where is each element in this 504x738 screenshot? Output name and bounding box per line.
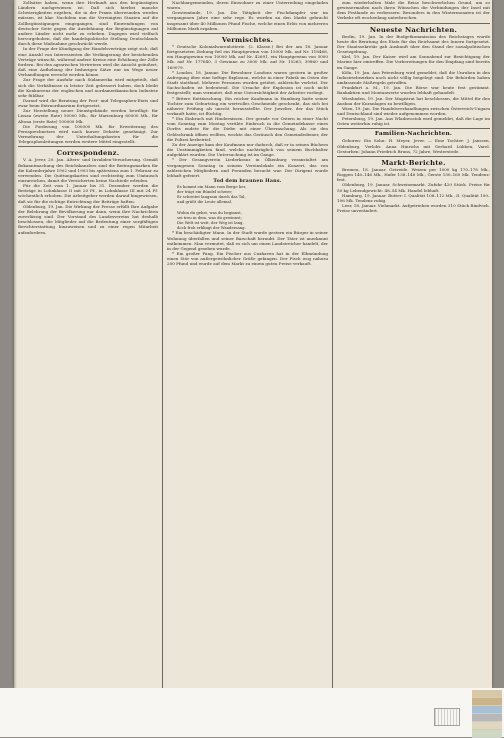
article-paragraph: Die Forderung von 100000 Mk. für Erweiterung des Fernsprechnetzes wird nach kurzer Debatte genehmigt. Zur Vermehrung der Unterhaltungskosten für die Telegraphenleitungen werden weitere Mittel eingestellt. xyxy=(18,123,158,145)
color-swatch xyxy=(472,706,502,714)
news-item: Kiel, 19. Jan. Der Kaiser wird am Sonnabend zur Besichtigung der Marine hier eintreffen. Die Vorbereitungen für den Empfang sind bereits im Gange. xyxy=(337,54,490,70)
section-divider xyxy=(337,128,490,129)
column-2 xyxy=(167,0,328,688)
section-heading-vermischtes: Vermischtes. xyxy=(221,35,274,44)
section-divider xyxy=(337,23,490,24)
article-paragraph: V. A. Jever, 20. Jan. Alters- und Invaliden-Versicherung. Gemäß Bekanntmachung des Reichskanzlers sind die Beitragsmarken für die Kalenderjahre 1902 und 1903 bis spätestens zum 1. Februar zu verwenden. Die Quittungskarten sind rechtzeitig zum Umtausch einzureichen, damit die Versicherten keine Nachteile erleiden. xyxy=(18,157,158,183)
scan-background xyxy=(0,688,504,737)
newspaper-page xyxy=(14,0,492,688)
article-paragraph: * Ein großer Fang. Ein Fischer aus Cuxhaven hat in der Elbmündung einen Stör von außergewöhnlicher Größe gefangen. Der Fisch wog nahezu 200 Pfund und wurde auf dem Markt zu einem guten Preise verkauft. xyxy=(167,251,328,267)
news-item: Wien, 19. Jan. Die Handelsverhandlungen zwischen Österreich-Ungarn und Deutschland sind wieder aufgenommen worden. xyxy=(337,105,490,116)
article-paragraph: zum wiederholten Male die Reise beschwerlichen Grund, um so gewissermaßen nach ihren Wünschen die Verbindungen der Insel mit dem Festlande zu verbessern. Besonders in den Wintermonaten ist der Verkehr oft wochenlang unterbrochen. xyxy=(337,0,490,21)
news-item: Köln, 19. Jan. Aus Petersburg wird gemeldet, daß die Unruhen in den Industriebezirken noch nicht völlig beigelegt sind. Die Behörden haben umfassende Maßregeln getroffen. xyxy=(337,69,490,86)
article-paragraph: * Ein beschädigter Mann. In der Stadt wurde gestern ein Bürger in seiner Wohnung überfallen und seiner Barschaft beraubt. Der Täter ist unerkannt entkommen. Man vermutet, daß es sich um einen Landstreicher handelt, der in der Gegend gesehen wurde. xyxy=(167,230,328,251)
section-divider xyxy=(18,146,158,147)
color-swatch xyxy=(472,698,502,706)
article-paragraph: Zur Frage der Ausfuhr nach Südamerika wird mitgeteilt, daß sich die Verhältnisse in letzter Zeit gebessert haben, doch bleibt die Konkurrenz der englischen und nordamerikanischen Industrie sehr fühlbar. xyxy=(18,77,158,98)
article-paragraph: * Ein Einbruch mit Hindernissen. Der gerade vor Ostern in einer Nacht vom Sonntag zum Montag verübte Einbruch in die Gemeindekasse eines Dorfes endete für die Diebe mit einer Überraschung. Als sie den Geldschrank öffnen wollten, weckte das Geräusch den Gemeindediener, der die Polizei herbeirief. xyxy=(167,116,328,142)
article-paragraph: * Bittere Enttäuschung. Ein reicher Kaufmann in Hamburg hatte seiner Tochter zum Geburtstag ein wertvolles Geschmeide geschenkt, das sich bei näherer Prüfung als unecht herausstellte. Der Juwelier, der das Stück verkauft hatte, ist flüchtig. xyxy=(167,95,328,116)
article-paragraph: * Der Gesangverein Liederkranz in Ölkenburg veranstaltet am vergangenen Sonntag in seinem Vereinslokale ein Konzert, das von zahlreichen Mitgliedern und Freunden besucht war. Der Dirigent wurde lebhaft gefeiert. xyxy=(167,157,328,178)
section-heading-markt-berichte: Markt-Berichte. xyxy=(381,158,446,167)
article-paragraph: Für die Zeit vom 1. Januar bis 31. Dezember werden die Beiträge in Lohnklasse II mit 20 Pf., in Lohnklasse III mit 24 Pf. wöchentlich erhoben. Die Arbeitgeber werden darauf hingewiesen, daß sie für die richtige Entrichtung der Beiträge haften. xyxy=(18,183,158,204)
market-report: Oldenburg, 19. Januar. Schweinemarkt. Zufuhr 420 Stück. Preise für 50 kg Lebendgewicht: 48–54 Mk. Handel lebhaft. xyxy=(337,182,490,193)
section-heading-neueste-nachrichten: Neueste Nachrichten. xyxy=(369,25,458,34)
poem-title: Tod dem braunen Hans. xyxy=(213,178,282,184)
article-paragraph: Darauf wird die Beratung der Post- und Telegraphen-Etats und zwar beim Extraordinarium fortgesetzt. xyxy=(18,97,158,109)
column-rule xyxy=(162,0,163,688)
color-calibration-strip xyxy=(472,690,502,735)
column-1 xyxy=(18,0,158,688)
article-paragraph: In der Frage der Kündigung der Handelsverträge zeigt sich, daß eine Anzahl von Interessenten die Verlängerung der bestehenden Verträge wünscht, während andere Kreise eine Erhöhung der Zölle fordern. Bei den agrarischen Vertretern wird die Ansicht geäußert, daß eine Aufhebung der bisherigen Sätze nur im Wege neuer Verhandlungen erreicht werden könne. xyxy=(18,46,158,78)
color-swatch xyxy=(472,690,502,698)
article-paragraph: * London, 18. Januar. Die Bewohner Londons waren gestern in großer Aufregung über eine heftige Explosion, welche in einer Fabrik im Osten der Stadt stattfand. Mehrere Personen wurden getötet, zahlreiche verletzt. Der Sachschaden ist bedeutend. Die Ursache der Explosion ist noch nicht festgestellt; man vermutet, daß eine Unvorsichtigkeit der Arbeiter vorliegt. xyxy=(167,69,328,96)
article-paragraph: Zollsätze haben, wenn ihre Herkunft aus den begünstigten Ländern nachgewiesen ist. Daß sich hierbei manche Schwierigkeiten ergeben, die in der Praxis überwunden werden müssen, ist klar. Nachdem nun die Vereinigten Staaten auf die Zollbegünstigungen eingegangen, sind Einwendungen von deutscher Seite gegen die Ausdehnung der Begünstigungen auf andere Länder nicht mehr zu erheben. Dagegen wird vielfach hervorgehoben, daß die handelspolitische Stellung Deutschlands durch diese Maßnahme geschwächt werde. xyxy=(18,0,158,47)
poem-text: Es kommt ein Mann vom Berge her, der trägt ein Bündel schwer; Er schreitet langsam durch das Tal, und grüßt die Leute allemal. Wohin du gehst, was du beginnst, sei treu in dem, was du gewinnst; Die Welt ist weit, der Weg ist lang, doch froh erklingt der Wandersang. xyxy=(177,184,247,231)
market-report: Bremen, 18. Januar. Getreide. Weizen per 1000 kg 170–178 Mk., Roggen 140–146 Mk., Hafer 138–148 Mk., Gerste 150–160 Mk. Tendenz: fest. xyxy=(337,166,490,183)
library-stamp-icon xyxy=(434,708,460,726)
family-notices: Geboren: Ein Sohn: H. Meyer, Jever. — Eine Tochter: J. Janssen, Oldenburg. Verlobt: Anna Hinrichs mit Gerhard Lübben, Varel. Gestorben: Johann Friedrich Bruns, 72 Jahre, Westerstede. xyxy=(337,138,490,154)
news-item: Frankfurt a. M., 19. Jan. Die Börse war heute fest gestimmt. Bankaktien und Montanwerte wurden lebhaft gehandelt. xyxy=(337,85,490,96)
section-heading-familien-nachrichten: Familien-Nachrichten. xyxy=(374,131,453,138)
article-paragraph: * Deutsche Kolonialwarenlotterie. (2. Klasse.) Bei der am 18. Januar fortgesetzten Ziehung fiel ein Hauptgewinn von 15000 Mk. auf Nr. 118468, ein Hauptgewinn von 10000 Mk. auf Nr. 42691, ein Hauptgewinn von 5000 Mk. auf Nr. 177640, 3 Gewinne zu 3000 Mk. auf Nr. 15263, 39860 und 169079. xyxy=(167,43,328,70)
news-item: Petersburg, 19. Jan. Aus Wladiwostok wird gemeldet, daß die Lage im Osten weiterhin ruhig ist. xyxy=(337,116,490,127)
article-paragraph: Nachbargemeinden, deren Einwohner zu einer Unterredung eingeladen waren. xyxy=(167,0,328,11)
article-paragraph: Zu der Anzeige kam der Kaufmann nur dadurch, daß er in seinen Büchern die Unstimmigkeiten fand, welche nachträglich von seinem Buchhalter aufgeklärt wurden. Die Untersuchung ist im Gange. xyxy=(167,141,328,158)
news-item: Berlin, 19. Jan. In der Budgetkommission des Reichstages wurde heute die Beratung des Etats für das Reichsamt des Innern fortgesetzt. Der Staatssekretär gab Auskunft über den Stand der sozialpolitischen Gesetzgebung. xyxy=(337,33,490,55)
article-paragraph: Geestemünde, 19. Jan. Die Tätigkeit der Fischdampfer war im vergangenen Jahre eine sehr rege. Es wurden an den Markt gebracht insgesamt über 40 Millionen Pfund Fische, welche einen Erlös von mehreren Millionen Mark ergaben. xyxy=(167,10,328,31)
column-rule xyxy=(332,0,333,688)
color-swatch xyxy=(472,714,502,722)
market-report: Leer, 18. Januar. Viehmarkt. Aufgetrieben wurden 310 Stück Rindvieh. Preise unverändert. xyxy=(337,203,490,214)
column-3 xyxy=(337,0,490,688)
color-swatch xyxy=(472,722,502,730)
section-heading-correspondenz: Correspondenz. xyxy=(56,149,120,158)
article-paragraph: Oldenburg, 19. Jan. Die Wirkung der Presse erfüllt Ihre Aufgabe der Belehrung der Bevölkerung nur dann, wenn ihre Nachrichten zuverlässig sind. Der Vorstand des Landesvereins hat deshalb beschlossen, die Mitglieder auf die Bedeutung einer sorgfältigen Berichterstattung hinzuweisen und zu einer regen Mitarbeit aufzufordern. xyxy=(18,203,158,235)
section-divider xyxy=(337,156,490,157)
section-divider xyxy=(167,33,328,34)
article-paragraph: Zur Herstellung neuer Dienstgebäude werden bewilligt: für Lissau (zweite Rate) 50000 Mk., für Marienburg 60000 Mk., für Altona (erste Rate) 100000 Mk. xyxy=(18,108,158,124)
news-item: Wiesbaden, 19. Jan. Der Magistrat hat beschlossen, die Mittel für den Ausbau der Kuranlagen zu bewilligen. xyxy=(337,95,490,106)
market-report: Hamburg, 19. Januar. Butter: I. Qualität 108–112 Mk., II. Qualität 100–106 Mk. Tendenz ruhig. xyxy=(337,192,490,203)
page-fold-shadow xyxy=(14,0,17,688)
